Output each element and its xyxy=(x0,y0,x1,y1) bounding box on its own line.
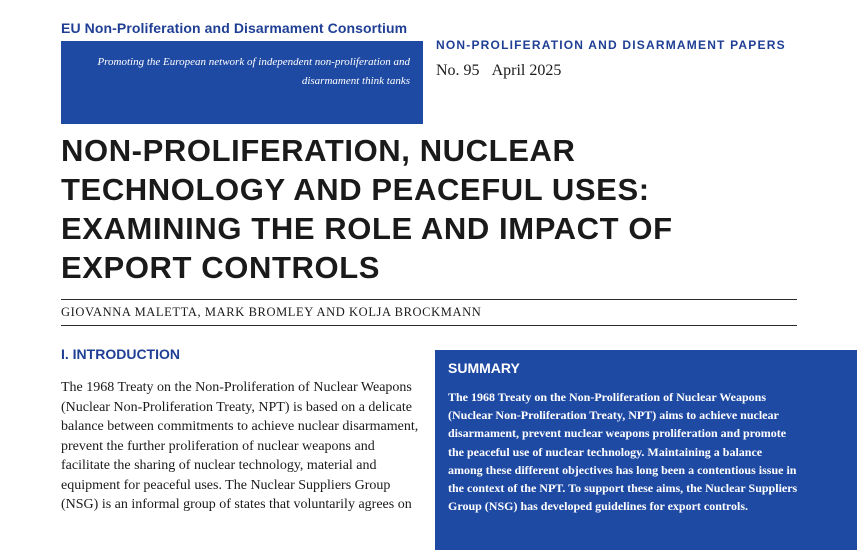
issue-date: April 2025 xyxy=(491,62,562,79)
introduction-body: The 1968 Treaty on the Non-Proliferation of Nuclear Weapons (Nuclear Non-Proliferation Treaty, NPT) is based on a delicate balance between commitments to achieve nuclear disarmament, prevent the further proliferation of nuclear weapons and facilitate the sharing of nuclear technology, material and equipment for peaceful uses. The Nuclear Suppliers Group (NSG) is an informal group of states that voluntarily agrees on xyxy=(61,380,419,512)
summary-box xyxy=(435,350,857,550)
paper-title: NON-PROLIFERATION, NUCLEAR TECHNOLOGY AND PEACEFUL USES: EXAMINING THE ROLE AND IMPACT OF EXPORT CONTROLS xyxy=(61,133,673,285)
authors-bottom-divider xyxy=(61,325,797,326)
consortium-tagline: Promoting the European network of independent non-proliferation and disarmament think tanks xyxy=(97,56,410,87)
issue-info xyxy=(436,62,561,80)
summary-body: The 1968 Treaty on the Non-Proliferation of Nuclear Weapons (Nuclear Non-Proliferation Treaty, NPT) aims to achieve nuclear disarmament, prevent nuclear weapons proliferation and promote the peaceful use of nuclear technology. Maintaining a balance among these different objectives has long been a contentious issue in the context of the NPT. To support these aims, the Nuclear Suppliers Group (NSG) has developed guidelines for export controls. xyxy=(448,390,798,514)
issue-number: No. 95 xyxy=(436,62,480,79)
paper-authors: GIOVANNA MALETTA, MARK BROMLEY AND KOLJA BROCKMANN xyxy=(61,305,482,319)
consortium-banner xyxy=(61,41,423,124)
introduction-heading: I. INTRODUCTION xyxy=(61,346,180,362)
authors-top-divider xyxy=(61,299,797,300)
summary-heading: SUMMARY xyxy=(448,360,520,376)
series-title: NON-PROLIFERATION AND DISARMAMENT PAPERS xyxy=(436,38,786,52)
consortium-name: EU Non-Proliferation and Disarmament Consortium xyxy=(61,20,408,36)
